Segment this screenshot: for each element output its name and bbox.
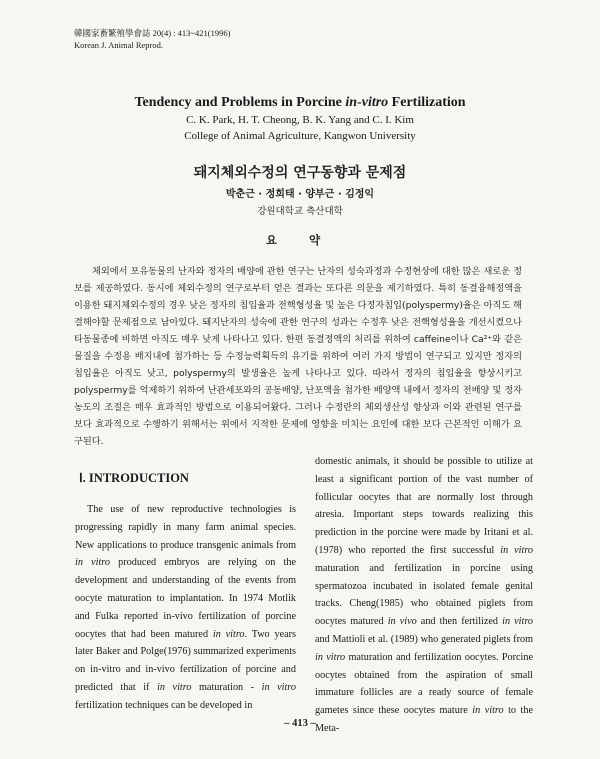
right-column-segment: in vitro <box>502 616 533 628</box>
authors-en: C. K. Park, H. T. Cheong, B. K. Yang and C. I. Kim <box>186 114 414 126</box>
section-heading-introduction: Ⅰ. INTRODUCTION <box>79 471 189 485</box>
right-column-segment: maturation and fertilization in porcine using spermatozoa incubated in isolated female genital tracks. Cheng(1985) who obtained piglets from oocytes matured <box>315 562 533 628</box>
left-column-segment: The use of new reproductive technologies is progressing rapidly in many farm animal species. New applications to produce transgenic animals from <box>75 504 296 551</box>
journal-citation-en: Korean J. Animal Reprod. <box>74 40 163 50</box>
right-column-segment: domestic animals, it should be possible to utilize at least a significant portion of the vast number of follicular oocytes that are normally lost through atresia. Important steps towards realizing this prediction in the porcine were made by Iritani et al. (1978) who reported the first successful <box>315 456 533 556</box>
right-column-segment: in vitro <box>500 544 533 556</box>
left-column-segment: in vitro <box>212 628 245 640</box>
page-number: – 413 – <box>284 718 316 729</box>
right-column-segment: and then fertilized <box>416 616 503 628</box>
left-column-segment: in vitro <box>261 681 296 693</box>
title-en-italic: in-vitro <box>345 95 389 110</box>
abstract-text: 체외에서 포유동물의 난자와 정자의 배양에 관한 연구는 난자의 성숙과정과 수정현상에 대한 많은 새로운 정보를 제공하였다. 동시에 체외수정의 연구로부터 얻은 결과는 또다른 의문을 제기하였다. 특히 동결융해정액을 이용한 돼지체외수정의 경우 낮은 정자의 침입율과 전핵형성율 및 높은 다정자침입(polyspermy)율은 아직도 해결해야할 문제점으로 남아있다. 돼지난자의 성숙에 관한 연구의 성과는 수정후 낮은 전핵형성율을 개선시켰으나 타동물종에 비하면 아직도 매우 낮게 나타나고 있다. 한편 동결정액의 처리를 위하여 caffeine이나 Ca²⁺와 같은 물질을 수정용 배지내에 첨가하는 등 수정능력획득의 유기를 위하여 여러 가지 방법이 연구되고 있지만 정자의 침입율은 아직도 낮고, polyspermy의 발생율은 높게 나타나고 있다. 따라서 정자의 침입율을 향상시키고 polyspermy를 억제하기 위하여 난관세포와의 공동배양, 난포액을 첨가한 배양액 내에서 정자의 전배양 및 정자농도의 조절은 매우 효과적인 방법으로 이용되어왔다. 그러나 수정란의 체외생산성 향상과 이와 관련된 연구를 보다 효과적으로 수행하기 위해서는 위에서 지적한 문제에 영향을 미치는 요인에 대한 보다 근본적인 이해가 요구된다. <box>74 266 523 447</box>
authors-ko: 박춘근 · 정희태 · 양부근 · 김정익 <box>225 189 375 200</box>
left-column-segment: fertilization techniques can be developed in <box>75 699 253 711</box>
right-column-segment: in vitro <box>472 705 504 717</box>
left-column-segment: in vitro <box>157 681 192 693</box>
right-column-segment: and Mattioli et al. (1989) who generated piglets from <box>315 633 533 645</box>
left-column-segment: produced embryos are relying on the development and understanding of the events from oocyte maturation to implantation. In 1974 Motlik and Fulka reported in-vivo fertilization of porcine oocytes that had been matured <box>75 557 296 640</box>
right-column-segment: maturation and fertilization oocytes. Porcine oocytes obtained from the aspiration of small immature follicles are a ready source of female gametes since these oocytes mature <box>315 651 533 717</box>
left-column-text <box>75 501 296 715</box>
right-column-text <box>315 453 533 738</box>
affiliation-en: College of Animal Agriculture, Kangwon University <box>184 130 416 142</box>
affiliation-ko: 강원대학교 축산대학 <box>257 206 343 217</box>
abstract-heading: 요 약 <box>265 233 335 247</box>
title-en-pre: Tendency and Problems in Porcine <box>134 95 346 110</box>
journal-citation-ko: 韓國家畜繁殖學會誌 20(4) : 413~421(1996) <box>74 28 231 38</box>
title-en-post: Fertilization <box>388 95 466 110</box>
left-column-segment: in vitro <box>75 557 110 569</box>
paper-title-ko: 돼지체외수정의 연구동향과 문제점 <box>193 165 407 181</box>
left-column-segment: maturation - <box>191 681 262 693</box>
paper-title-en <box>0 95 600 111</box>
left-column-segment: . Two years later Baker and Polge(1976) summarized experiments on in-vitro and in-vivo fertilization of porcine and predicted that if <box>75 628 296 693</box>
journal-header <box>74 27 230 51</box>
right-column-segment: to the Meta- <box>315 705 533 734</box>
right-column-segment: in vivo <box>387 616 417 628</box>
right-column-segment: in vitro <box>315 651 346 663</box>
